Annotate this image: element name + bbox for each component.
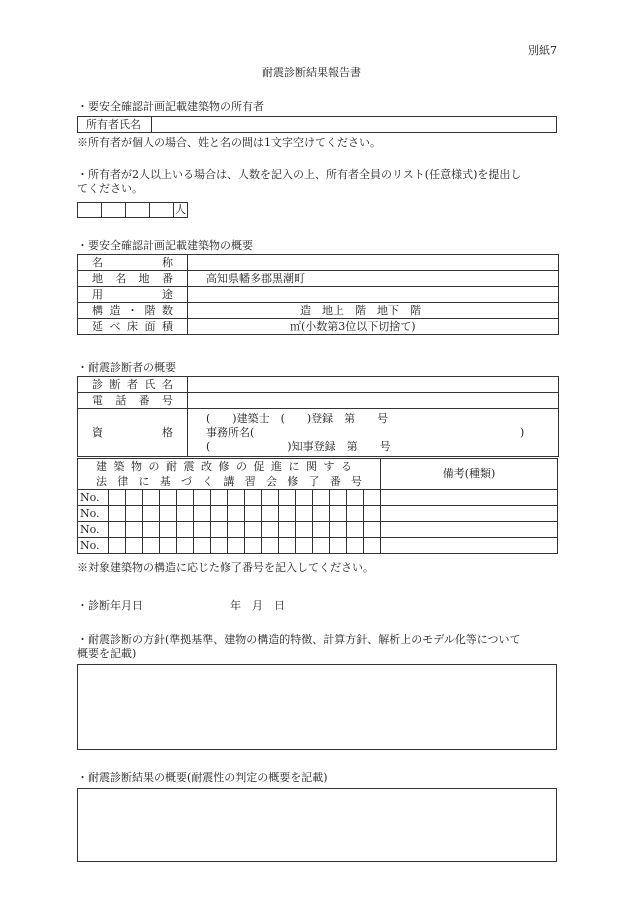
owner-name-row (77, 116, 557, 133)
digit-cell[interactable] (347, 490, 364, 506)
structure-label: 構造・階数 (78, 303, 188, 319)
digit-cell[interactable] (102, 203, 126, 218)
digit-cell[interactable] (228, 506, 245, 522)
result-heading: ・耐震診断結果の概要(耐震性の判定の概要を記載) (77, 771, 328, 784)
digit-cell[interactable] (279, 506, 296, 522)
course-header (78, 459, 381, 490)
digit-cell[interactable] (143, 490, 160, 506)
digit-cell[interactable] (228, 522, 245, 538)
digit-cell[interactable] (211, 538, 228, 554)
digit-cell[interactable] (78, 203, 102, 218)
row-no-label: No. (78, 522, 109, 538)
remarks-cell[interactable] (381, 506, 558, 522)
digit-cell[interactable] (262, 538, 279, 554)
digit-cell[interactable] (177, 538, 194, 554)
building-heading: ・要安全確認計画記載建築物の概要 (77, 239, 253, 252)
course-table (77, 458, 558, 554)
structure-field[interactable]: 造 地上 階 地下 階 (188, 303, 559, 319)
qualification-field[interactable] (188, 409, 559, 457)
date-fields[interactable]: 年 月 日 (230, 599, 285, 612)
digit-cell[interactable] (126, 538, 143, 554)
floor-area-field[interactable]: ㎡(小数第3位以下切捨て) (188, 319, 559, 335)
qualification-line-2 (206, 426, 554, 440)
policy-heading-1: ・耐震診断の方針(準拠基準、建物の構造的特徴、計算方針、解析上のモデル化等について (77, 633, 521, 646)
building-table (77, 254, 559, 335)
remarks-cell[interactable] (381, 538, 558, 554)
address-field[interactable]: 高知県幡多郡黒潮町 (188, 271, 559, 287)
digit-cell[interactable] (211, 522, 228, 538)
policy-heading-2: 概要を記載) (77, 647, 137, 660)
digit-cell[interactable] (109, 490, 126, 506)
digit-cell[interactable] (262, 522, 279, 538)
digit-cell[interactable] (279, 522, 296, 538)
qualification-label: 資 格 (78, 409, 188, 457)
address-label: 地名地番 (78, 271, 188, 287)
digit-cell[interactable] (228, 538, 245, 554)
digit-cell[interactable] (262, 490, 279, 506)
diagnostician-name-label: 診断者氏名 (78, 377, 188, 393)
digit-cell[interactable] (347, 522, 364, 538)
digit-cell[interactable] (126, 490, 143, 506)
digit-cell[interactable] (313, 506, 330, 522)
digit-cell[interactable] (313, 490, 330, 506)
digit-cell[interactable] (211, 506, 228, 522)
digit-cell[interactable] (313, 522, 330, 538)
digit-cell[interactable] (194, 490, 211, 506)
digit-cell[interactable] (364, 538, 381, 554)
digit-cell[interactable] (143, 506, 160, 522)
multi-owner-text-2: てください。 (77, 182, 143, 195)
digit-cell[interactable] (211, 490, 228, 506)
use-field[interactable] (188, 287, 559, 303)
digit-cell[interactable] (364, 522, 381, 538)
row-no-label: No. (78, 538, 109, 554)
digit-cell[interactable] (347, 506, 364, 522)
digit-cell[interactable] (296, 490, 313, 506)
digit-cell[interactable] (330, 490, 347, 506)
digit-cell[interactable] (330, 522, 347, 538)
remarks-cell[interactable] (381, 522, 558, 538)
digit-cell[interactable] (364, 490, 381, 506)
remarks-cell[interactable] (381, 490, 558, 506)
phone-field[interactable] (188, 393, 559, 409)
owner-heading: ・要安全確認計画記載建築物の所有者 (77, 100, 264, 113)
digit-cell[interactable] (245, 522, 262, 538)
digit-cell[interactable] (330, 506, 347, 522)
digit-cell[interactable] (228, 490, 245, 506)
qualification-line-1: ( )建築士 ( )登録 第 号 (206, 411, 389, 425)
digit-cell[interactable] (177, 506, 194, 522)
digit-cell[interactable] (109, 538, 126, 554)
digit-cell[interactable] (160, 538, 177, 554)
office-name-close: ) (520, 425, 525, 439)
digit-cell[interactable] (160, 522, 177, 538)
owner-name-field[interactable] (152, 117, 556, 132)
digit-cell[interactable] (126, 522, 143, 538)
digit-cell[interactable] (262, 506, 279, 522)
digit-cell[interactable] (347, 538, 364, 554)
digit-cell[interactable] (245, 538, 262, 554)
owner-count-unit: 人 (175, 203, 186, 216)
multi-owner-text-1: ・所有者が2人以上いる場合は、人数を記入の上、所有者全員のリスト(任意様式)を提出し (77, 168, 522, 181)
digit-cell[interactable] (126, 203, 150, 218)
date-label: ・診断年月日 (77, 599, 143, 612)
digit-cell[interactable] (194, 506, 211, 522)
digit-cell[interactable] (160, 506, 177, 522)
diagnostician-heading: ・耐震診断者の概要 (77, 361, 176, 374)
remarks-header: 備考(種類) (381, 459, 558, 490)
digit-cell[interactable] (279, 538, 296, 554)
digit-cell[interactable] (126, 506, 143, 522)
form-number: 別紙7 (528, 44, 557, 57)
digit-cell[interactable] (177, 522, 194, 538)
digit-cell[interactable] (245, 490, 262, 506)
digit-cell[interactable] (245, 506, 262, 522)
owner-note: ※所有者が個人の場合、姓と名の間は1文字空けてください。 (77, 136, 381, 149)
building-name-label: 名 称 (78, 255, 188, 271)
digit-cell[interactable] (194, 538, 211, 554)
diagnostician-name-field[interactable] (188, 377, 559, 393)
digit-cell[interactable] (109, 522, 126, 538)
course-note: ※対象建築物の構造に応じた修了番号を記入してください。 (77, 561, 374, 574)
digit-cell[interactable] (109, 506, 126, 522)
digit-cell[interactable] (364, 506, 381, 522)
course-header-line-2: 法律に基づく講習会修了番号 (96, 475, 363, 488)
row-no-label: No. (78, 506, 109, 522)
digit-cell[interactable] (296, 538, 313, 554)
policy-textarea[interactable] (77, 664, 557, 750)
digit-cell[interactable] (143, 538, 160, 554)
digit-cell[interactable] (194, 522, 211, 538)
digit-cell[interactable] (296, 522, 313, 538)
digit-cell[interactable] (330, 538, 347, 554)
row-no-label: No. (78, 490, 109, 506)
digit-cell[interactable] (313, 538, 330, 554)
phone-label: 電話番号 (78, 393, 188, 409)
page-title: 耐震診断結果報告書 (262, 66, 361, 79)
use-label: 用 途 (78, 287, 188, 303)
course-header-line-1: 建築物の耐震改修の促進に関する (96, 460, 353, 473)
digit-cell[interactable] (160, 490, 177, 506)
floor-area-label: 延べ床面積 (78, 319, 188, 335)
diagnostician-table (77, 376, 559, 457)
digit-cell[interactable] (150, 203, 174, 218)
digit-cell[interactable] (143, 522, 160, 538)
digit-cell[interactable] (279, 490, 296, 506)
owner-count-field[interactable] (77, 202, 188, 218)
building-name-field[interactable] (188, 255, 559, 271)
digit-cell[interactable] (177, 490, 194, 506)
digit-cell[interactable] (296, 506, 313, 522)
office-name-label: 事務所名( (206, 425, 255, 439)
qualification-line-3: ( )知事登録 第 号 (206, 439, 391, 453)
owner-name-label: 所有者氏名 (86, 118, 141, 131)
result-textarea[interactable] (77, 788, 557, 862)
